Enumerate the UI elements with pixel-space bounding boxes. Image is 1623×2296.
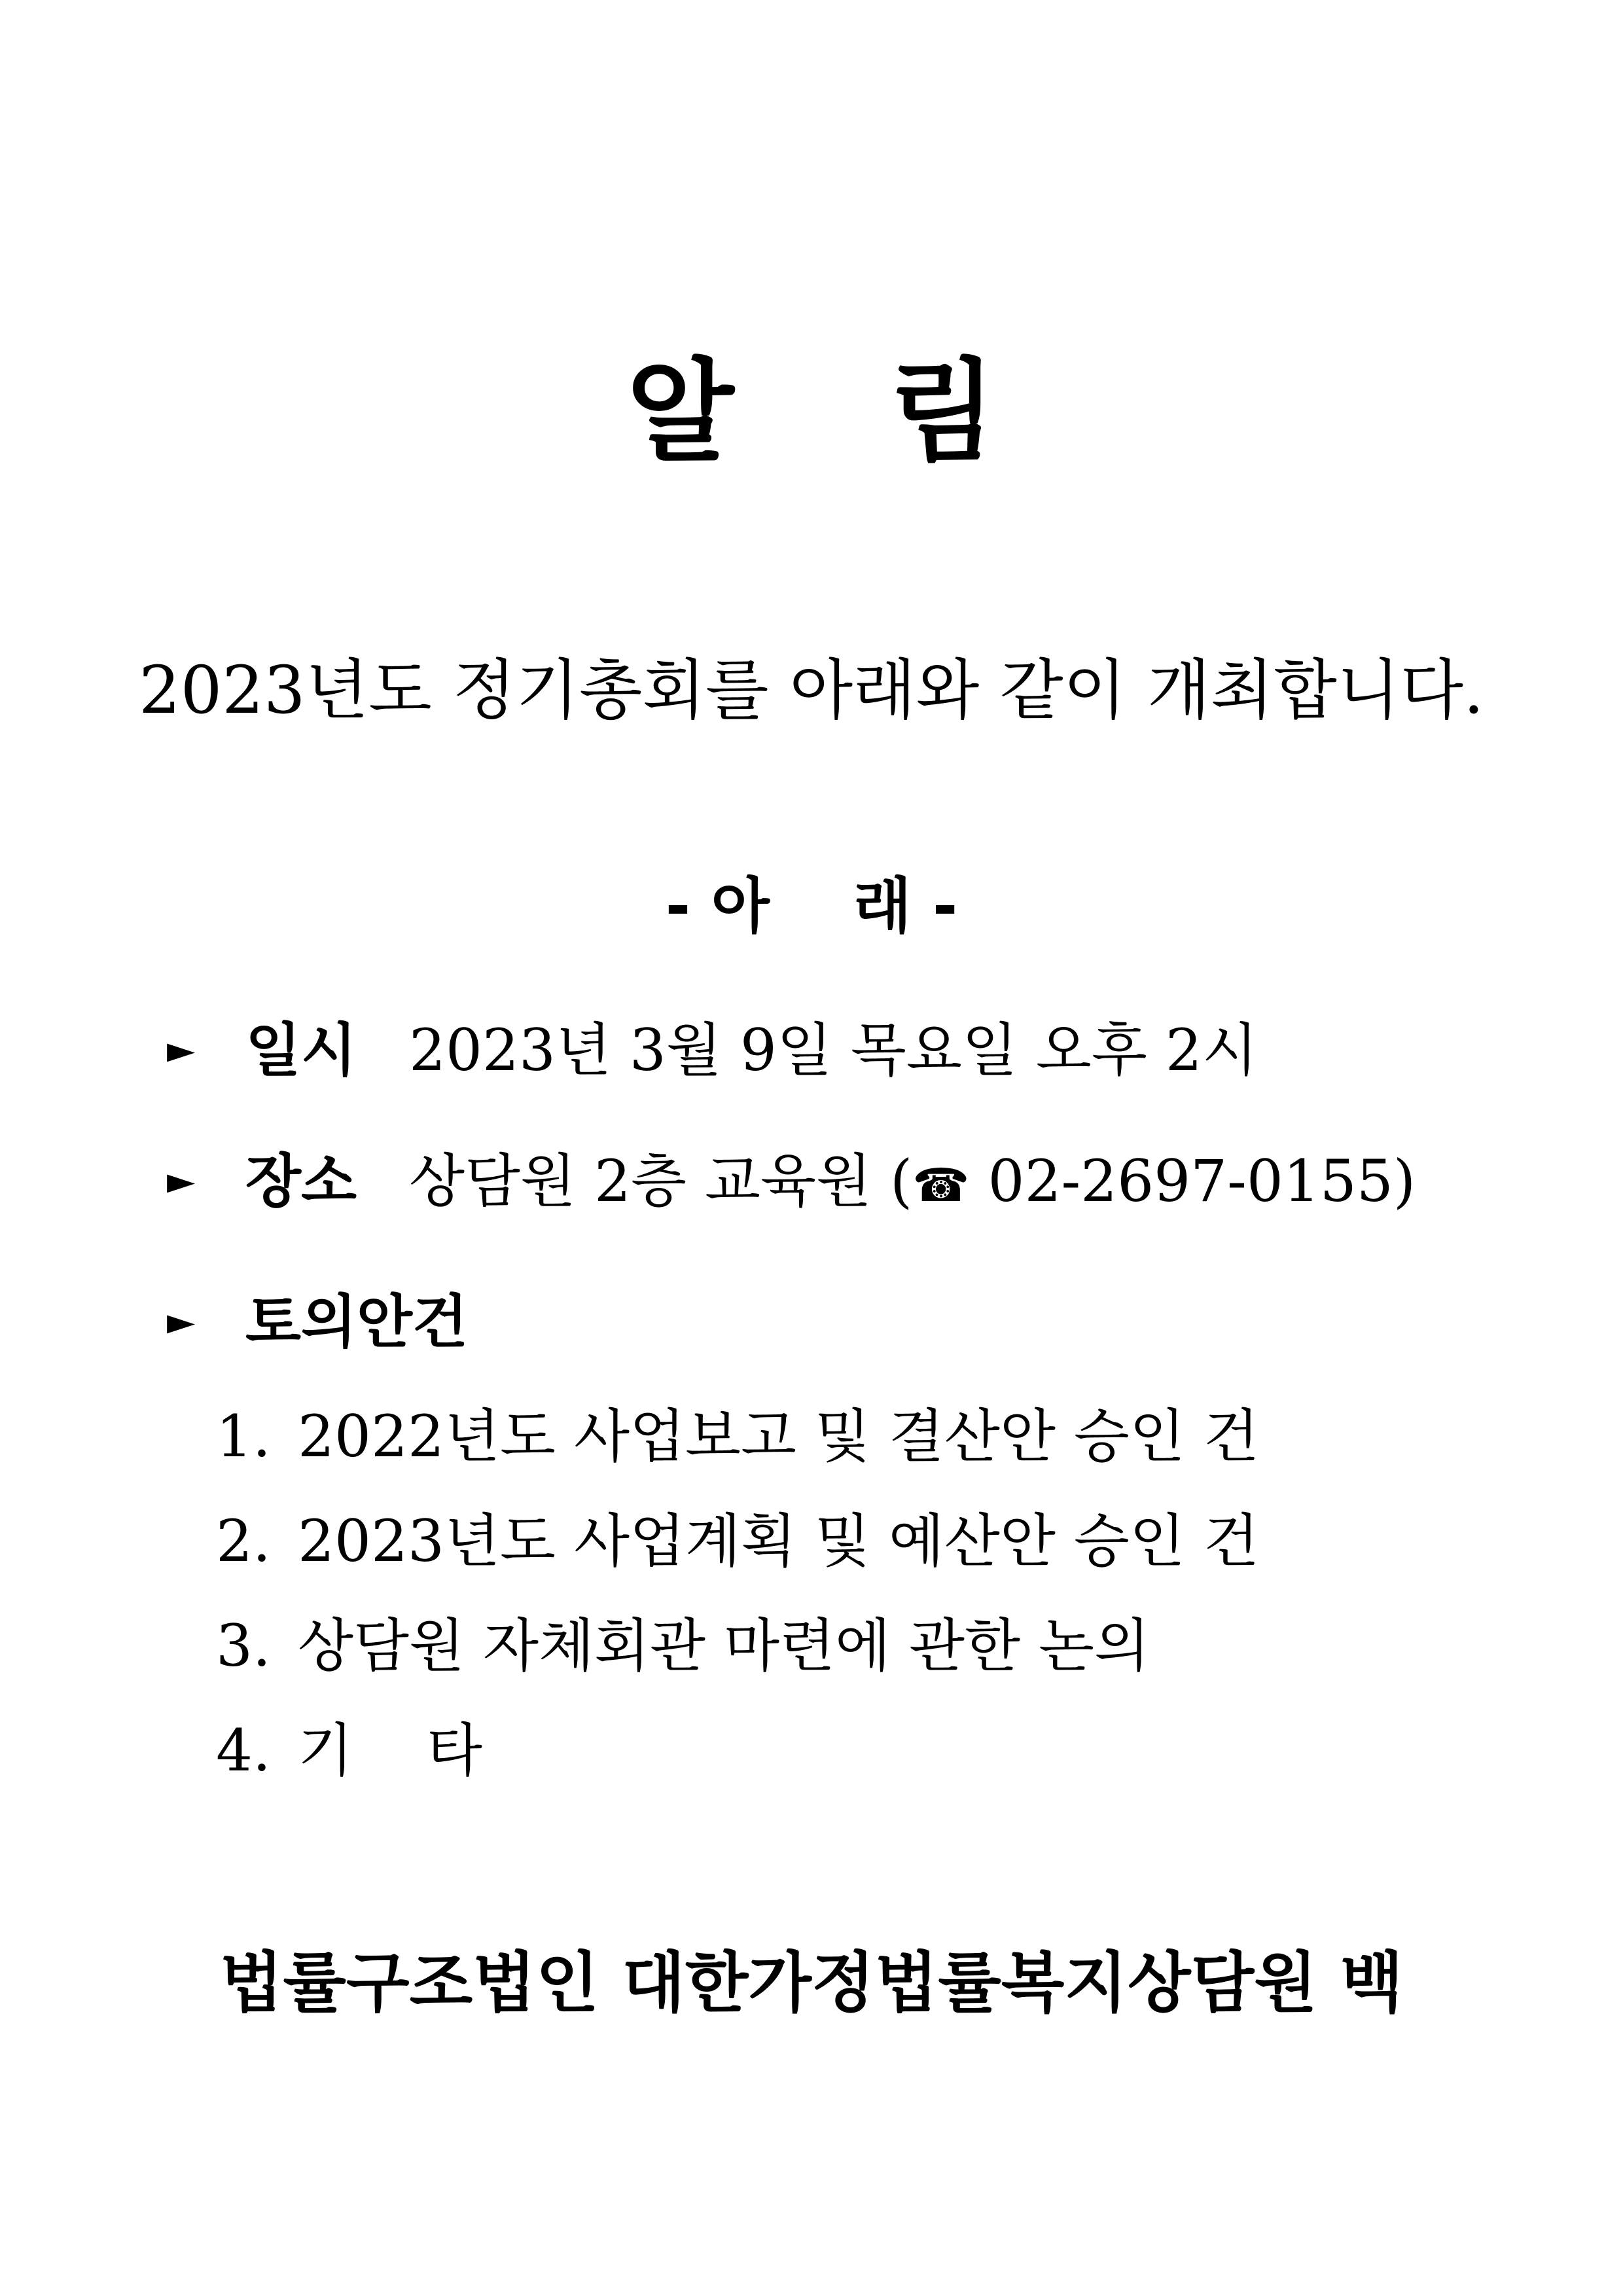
agenda-item <box>216 1708 1259 1813</box>
phone-number: 02-2697-0155) <box>969 1147 1416 1215</box>
agenda-item-text: 상담원 자체회관 마련에 관한 논의 <box>298 1612 1150 1679</box>
place-value <box>409 1139 1416 1228</box>
agenda-label: 토의안건 <box>245 1288 469 1355</box>
intro-sentence: 2023년도 정기총회를 아래와 같이 개최합니다. <box>139 652 1484 728</box>
agenda-item-number: 4. <box>216 1717 271 1784</box>
agenda-list <box>216 1394 1259 1813</box>
notice-title: 알 림 <box>626 348 997 477</box>
agenda-item-number: 2. <box>216 1507 271 1575</box>
agenda-item-number: 3. <box>216 1612 271 1679</box>
triangle-right-icon: ► <box>167 1160 196 1202</box>
date-value: 2023년 3월 9일 목요일 오후 2시 <box>409 1016 1258 1084</box>
details-heading: - 아 래 - <box>665 871 958 941</box>
agenda-item-number: 1. <box>216 1403 271 1470</box>
agenda-item-text: 2023년도 사업계획 및 예산안 승인 건 <box>298 1507 1259 1575</box>
organization-signature: 법률구조법인 대한가정법률복지상담원 백 <box>219 1945 1404 2021</box>
agenda-item <box>216 1394 1259 1499</box>
phone-icon: ☎ <box>912 1158 970 1212</box>
triangle-right-icon: ► <box>167 1300 196 1343</box>
agenda-item-text: 기 타 <box>298 1717 482 1784</box>
date-label: 일시 <box>245 1016 357 1084</box>
place-value-text: 상담원 2층 교육원 ( <box>409 1147 913 1215</box>
agenda-item <box>216 1499 1259 1604</box>
place-label: 장소 <box>245 1147 357 1215</box>
triangle-right-icon: ► <box>167 1029 196 1071</box>
info-row-place <box>167 1139 1416 1224</box>
agenda-item-text: 2022년도 사업보고 및 결산안 승인 건 <box>298 1403 1259 1470</box>
info-row-date <box>167 1008 1258 1093</box>
info-row-agenda <box>167 1280 469 1365</box>
agenda-item <box>216 1604 1259 1708</box>
